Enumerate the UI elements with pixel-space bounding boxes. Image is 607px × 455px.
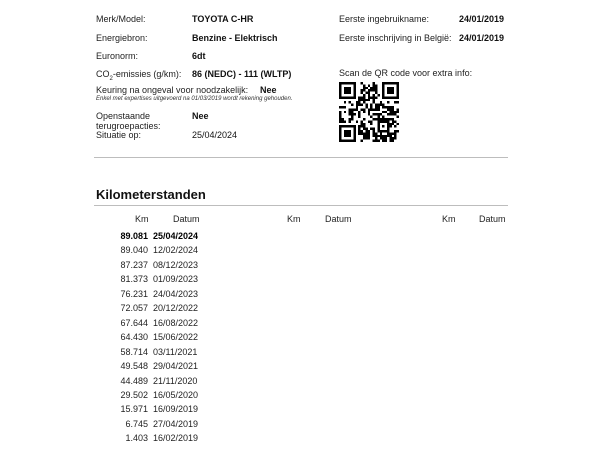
km-date: 16/05/2020 (153, 390, 199, 400)
energie-label: Energiebron: (96, 33, 148, 43)
terugroep-value: Nee (192, 111, 209, 121)
co2-value: 86 (NEDC) - 111 (WLTP) (192, 69, 292, 79)
qr-code-icon[interactable] (339, 82, 399, 142)
col-km-1: Km (135, 214, 149, 224)
col-datum-3: Datum (479, 214, 506, 224)
km-date: 20/12/2022 (153, 303, 199, 313)
situatie-value: 25/04/2024 (192, 130, 238, 140)
keuring-note: Enkel met expertises uitgevoerd na 01/03/2019 wordt rekening gehouden. (96, 96, 293, 102)
km-value: 89.081 (120, 231, 148, 241)
co2-label-post: -emissies (g/km): (112, 69, 182, 79)
km-date: 08/12/2023 (153, 260, 199, 270)
km-value: 67.644 (120, 318, 148, 328)
km-date: 16/09/2019 (153, 404, 199, 414)
km-value: 44.489 (120, 376, 148, 386)
km-value: 58.714 (120, 347, 148, 357)
km-value: 15.971 (120, 404, 148, 414)
co2-label-sub: 2 (109, 75, 113, 82)
first-be-label: Eerste inschrijving in België: (339, 33, 452, 43)
km-date: 21/11/2020 (153, 376, 198, 386)
km-value: 87.237 (120, 260, 148, 270)
section-divider (94, 157, 508, 158)
merk-label: Merk/Model: (96, 14, 146, 24)
energie-value: Benzine - Elektrisch (192, 33, 278, 43)
km-value: 72.057 (120, 303, 148, 313)
km-value: 1.403 (125, 433, 148, 443)
km-section-title: Kilometerstanden (96, 187, 206, 202)
title-underline (94, 205, 508, 206)
keuring-value: Nee (260, 85, 277, 95)
col-km-2: Km (287, 214, 301, 224)
km-date: 01/09/2023 (153, 274, 199, 284)
co2-label (96, 69, 181, 82)
km-value: 29.502 (120, 390, 148, 400)
terugroep-label-2: terugroepacties: (96, 121, 161, 131)
km-value: 6.745 (125, 419, 148, 429)
col-datum-2: Datum (325, 214, 352, 224)
qr-label: Scan de QR code voor extra info: (339, 68, 473, 78)
euronorm-label: Euronorm: (96, 51, 139, 61)
euronorm-value: 6dt (192, 51, 206, 61)
km-date: 25/04/2024 (153, 231, 199, 241)
km-date: 29/04/2021 (153, 361, 199, 371)
co2-label-pre: CO (96, 69, 110, 79)
km-date: 15/06/2022 (153, 332, 199, 342)
situatie-label: Situatie op: (96, 130, 142, 140)
km-value: 81.373 (120, 274, 148, 284)
km-value: 49.548 (120, 361, 148, 371)
km-date: 16/08/2022 (153, 318, 199, 328)
km-value: 76.231 (120, 289, 148, 299)
km-date: 03/11/2021 (153, 347, 198, 357)
first-use-value: 24/01/2019 (459, 14, 505, 24)
km-value: 64.430 (120, 332, 148, 342)
col-km-3: Km (442, 214, 456, 224)
keuring-label: Keuring na ongeval voor noodzakelijk: (96, 85, 249, 95)
km-value: 89.040 (120, 245, 148, 255)
km-date: 27/04/2019 (153, 419, 199, 429)
km-date: 16/02/2019 (153, 433, 199, 443)
first-be-value: 24/01/2019 (459, 33, 505, 43)
km-date: 12/02/2024 (153, 245, 199, 255)
km-date: 24/04/2023 (153, 289, 199, 299)
first-use-label: Eerste ingebruikname: (339, 14, 430, 24)
col-datum-1: Datum (173, 214, 200, 224)
terugroep-label-1: Openstaande (96, 111, 151, 121)
merk-value: TOYOTA C-HR (192, 14, 254, 24)
